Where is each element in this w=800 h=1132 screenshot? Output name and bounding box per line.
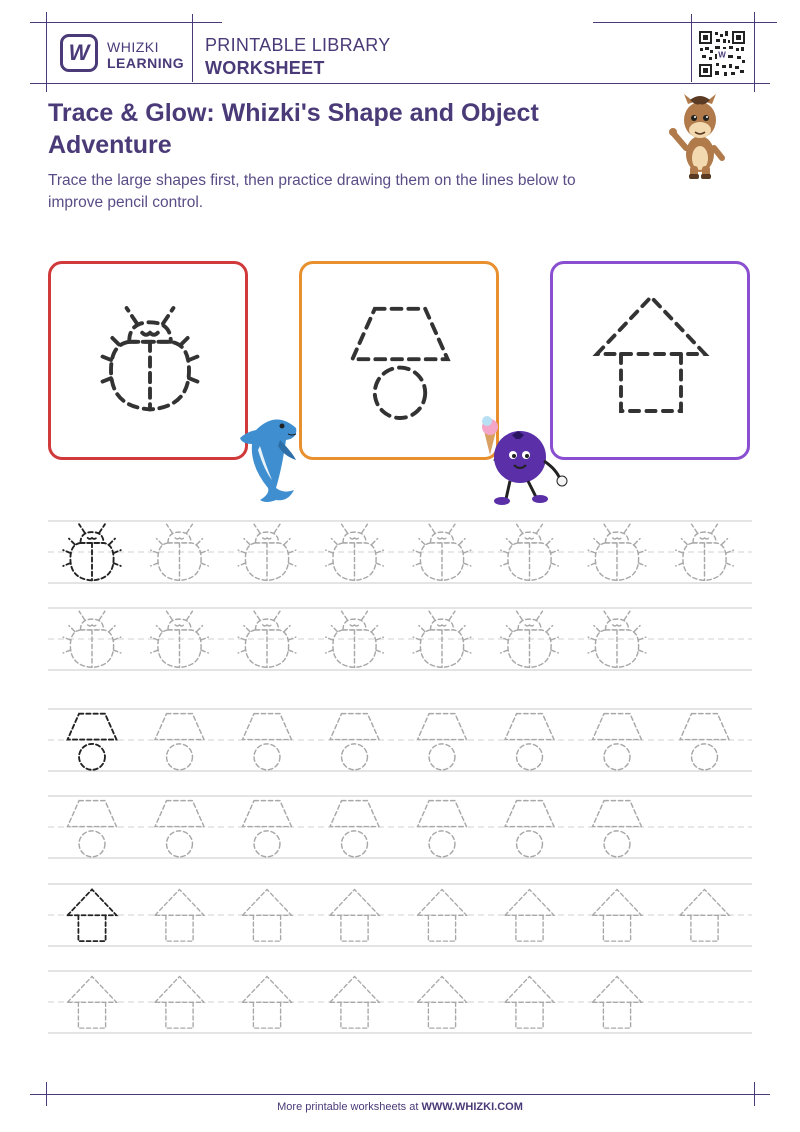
footer-rule: [30, 1094, 770, 1095]
trace-house: [243, 889, 292, 941]
brand-name-top: WHIZKI: [107, 39, 159, 55]
trace-ladybug: [588, 524, 646, 580]
trace-lamp: [418, 714, 467, 770]
trace-lamp: [505, 801, 554, 857]
dolphin-mascot: [236, 410, 306, 508]
trace-house: [505, 889, 554, 941]
library-label: PRINTABLE LIBRARY: [205, 35, 391, 55]
trace-house: [155, 976, 204, 1028]
worksheet-title: Trace & Glow: Whizki's Shape and Object Adventure: [48, 99, 539, 159]
trace-lamp: [593, 801, 642, 857]
trace-house: [418, 889, 467, 941]
trace-lamp: [330, 801, 379, 857]
trace-house: [243, 976, 292, 1028]
trace-lamp: [243, 714, 292, 770]
trace-lamp: [155, 801, 204, 857]
trace-ladybug: [238, 611, 296, 667]
trace-ladybug: [588, 611, 646, 667]
trace-ladybug: [326, 524, 384, 580]
footer-text: [0, 1101, 800, 1113]
trace-house: [330, 976, 379, 1028]
trace-lamp: [330, 714, 379, 770]
card-ladybug-shape: [98, 308, 202, 409]
practice-row: [48, 971, 752, 1033]
trace-lamp: [155, 714, 204, 770]
trace-lamp-example: [68, 714, 117, 770]
svg-text:W: W: [718, 50, 726, 60]
card-lamp-shape: [352, 309, 447, 418]
trace-lamp: [68, 801, 117, 857]
brand-name-bottom: LEARNING: [107, 55, 185, 71]
practice-row: [48, 521, 752, 583]
practice-row: [48, 884, 752, 946]
trace-house: [593, 889, 642, 941]
trace-lamp: [243, 801, 292, 857]
whizki-logo-icon: W: [60, 34, 98, 72]
trace-ladybug: [326, 611, 384, 667]
worksheet-instructions: Trace the large shapes first, then practice drawing them on the lines below to improve pencil control.: [48, 172, 576, 211]
trace-lamp: [593, 714, 642, 770]
trace-ladybug: [238, 524, 296, 580]
trace-house: [680, 889, 729, 941]
footer-label: More printable worksheets at: [277, 1101, 422, 1113]
trace-house-example: [68, 889, 117, 941]
trace-house: [155, 889, 204, 941]
trace-house: [418, 976, 467, 1028]
trace-house: [593, 976, 642, 1028]
trace-ladybug-example: [63, 524, 121, 580]
practice-row: [48, 796, 752, 858]
practice-row: [48, 709, 752, 771]
trace-house: [68, 976, 117, 1028]
card-house-shape: [597, 297, 705, 411]
trace-lamp: [680, 714, 729, 770]
practice-rows: [48, 521, 752, 1033]
blueberry-mascot: [478, 413, 572, 509]
practice-row: [48, 608, 752, 670]
trace-lamp: [505, 714, 554, 770]
trace-lamp: [418, 801, 467, 857]
doc-type-label: WORKSHEET: [205, 58, 325, 78]
trace-ladybug: [676, 524, 734, 580]
trace-house: [505, 976, 554, 1028]
footer-link[interactable]: WWW.WHIZKI.COM: [421, 1101, 523, 1113]
trace-house: [330, 889, 379, 941]
